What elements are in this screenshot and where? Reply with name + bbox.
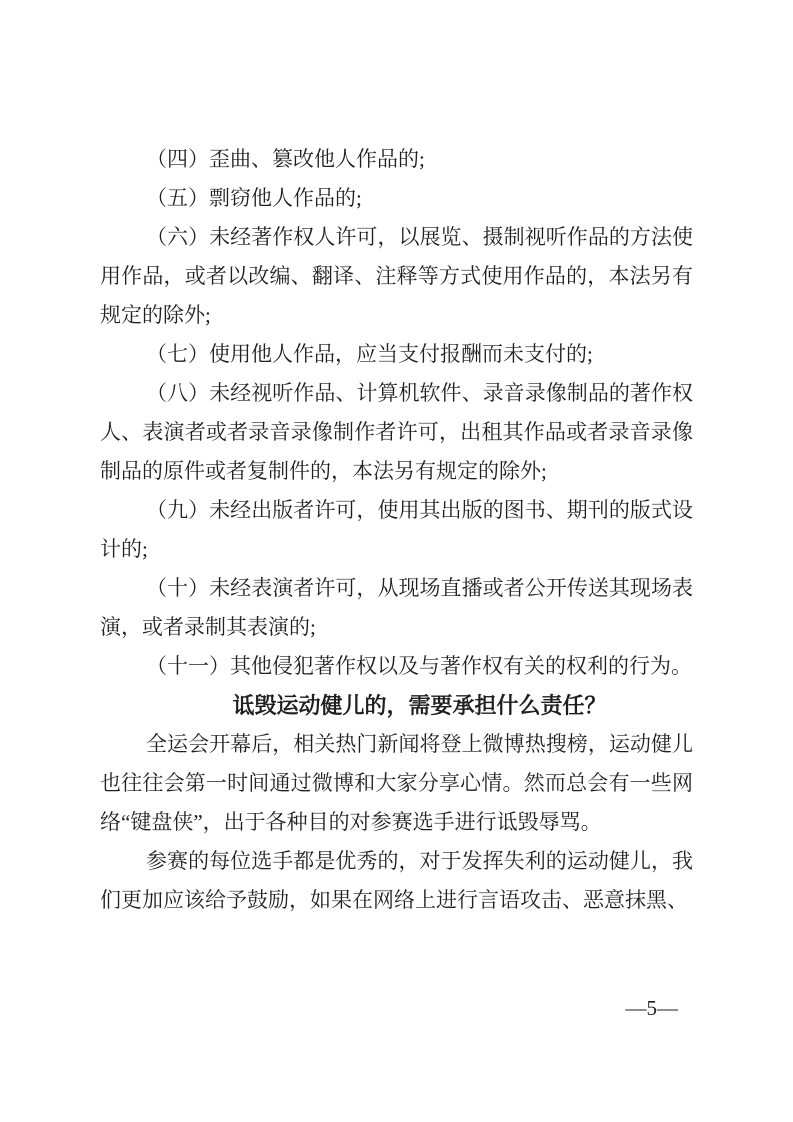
list-item-8: （八）未经视听作品、计算机软件、录音录像制品的著作权人、表演者或者录音录像制作者许可，出租其作品或者录音录像制品的原件或者复制件的，本法另有规定的除外; (100, 381, 693, 483)
section-heading: 诋毁运动健儿的，需要承担什么责任？ (232, 693, 607, 718)
list-item-9: （九）未经出版者许可，使用其出版的图书、期刊的版式设计的; (100, 498, 693, 561)
document-body (100, 140, 693, 920)
list-item-7: （七）使用他人作品，应当支付报酬而未支付的; (146, 342, 593, 366)
section-paragraph-2: 参赛的每位选手都是优秀的，对于发挥失利的运动健儿，我们更加应该给予鼓励，如果在网络上进行言语攻击、恶意抹黑、 (100, 849, 693, 912)
list-item-6: （六）未经著作权人许可，以展览、摄制视听作品的方法使用作品，或者以改编、翻译、注释等方式使用作品的，本法另有规定的除外; (100, 225, 693, 327)
list-item-10: （十）未经表演者许可，从现场直播或者公开传送其现场表演，或者录制其表演的; (100, 576, 693, 639)
list-item-4: （四）歪曲、篡改他人作品的; (146, 147, 425, 171)
list-item-5: （五）剽窃他人作品的; (146, 186, 362, 210)
page-number: —5— (625, 996, 678, 1020)
section-paragraph-1: 全运会开幕后，相关热门新闻将登上微博热搜榜，运动健儿也往往会第一时间通过微博和大家分享心情。然而总会有一些网络“键盘侠”，出于各种目的对参赛选手进行诋毁辱骂。 (100, 732, 693, 834)
list-item-11: （十一）其他侵犯著作权以及与著作权有关的权利的行为。 (146, 654, 692, 678)
